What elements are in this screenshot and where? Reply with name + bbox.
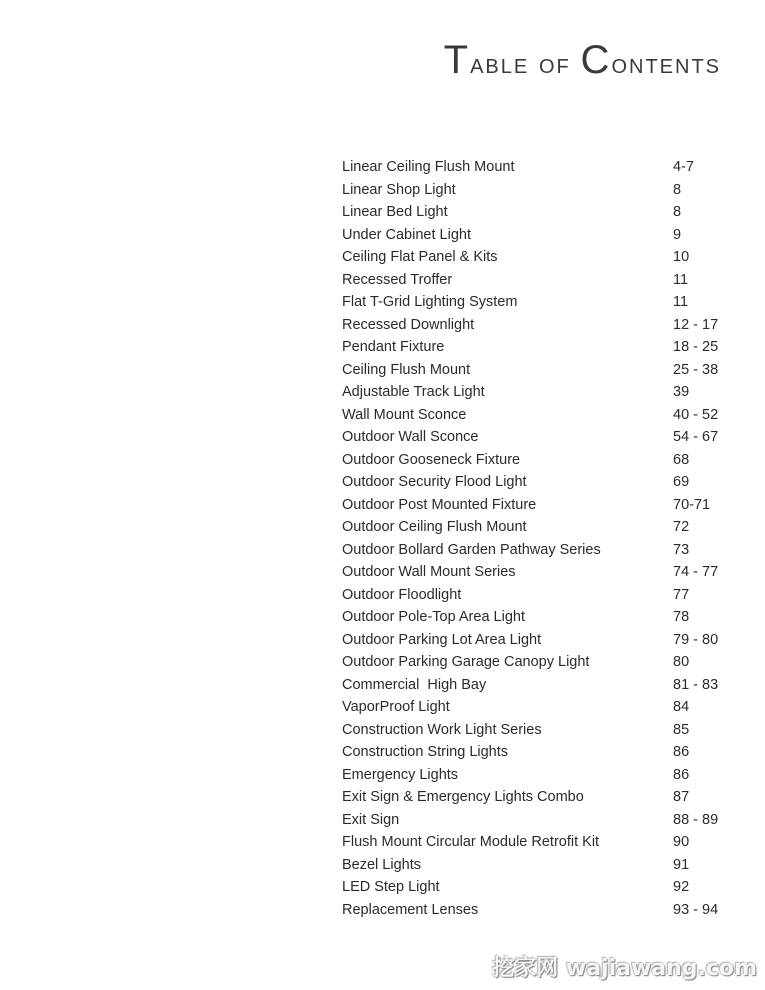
toc-entry-label: Outdoor Parking Garage Canopy Light [342, 654, 590, 670]
toc-entry[interactable] [342, 899, 732, 922]
toc-entry[interactable] [342, 854, 732, 877]
toc-entry-label: Linear Shop Light [342, 181, 456, 198]
toc-entry[interactable] [342, 291, 732, 314]
toc-entry[interactable] [342, 741, 732, 764]
toc-entry-page: 4-7 [673, 159, 694, 175]
toc-entry-label: Flush Mount Circular Module Retrofit Kit [342, 834, 600, 850]
toc-entry-page: 88 - 89 [673, 811, 719, 828]
toc-entry-label: Commercial High Bay [342, 676, 487, 693]
toc-entry-label: VaporProof Light [342, 699, 450, 715]
toc-entry-label: Outdoor Gooseneck Fixture [342, 451, 521, 468]
toc-entry-label: Pendant Fixture [342, 339, 445, 355]
title-part-able-of: able of [470, 48, 581, 79]
toc-entry-page: 86 [673, 766, 690, 783]
page-title [444, 38, 721, 83]
toc-entry[interactable] [342, 156, 732, 179]
toc-entry-page: 87 [673, 789, 690, 805]
toc-entry[interactable] [342, 539, 732, 562]
toc-entry[interactable] [342, 269, 732, 292]
toc-entry-page: 18 - 25 [673, 339, 719, 355]
toc-entry[interactable] [342, 606, 732, 629]
toc-entry[interactable] [342, 426, 732, 449]
toc-entry-label: Construction Work Light Series [342, 721, 542, 738]
toc-entry-page: 81 - 83 [673, 676, 719, 693]
toc-entry-label: Ceiling Flat Panel & Kits [342, 249, 498, 265]
toc-entry[interactable] [342, 359, 732, 382]
toc-entry-page: 11 [673, 294, 689, 310]
toc-entry-page: 40 - 52 [673, 406, 719, 423]
toc-entry[interactable] [342, 651, 732, 674]
toc-entry-label: Wall Mount Sconce [342, 406, 467, 423]
toc-entry-label: Outdoor Parking Lot Area Light [342, 631, 542, 648]
toc-entry-label: Outdoor Ceiling Flush Mount [342, 519, 527, 535]
toc-entry-page: 12 - 17 [673, 316, 719, 333]
toc-entry[interactable] [342, 471, 732, 494]
toc-entry[interactable] [342, 336, 732, 359]
toc-entry-label: Exit Sign & Emergency Lights Combo [342, 789, 584, 805]
toc-entry[interactable] [342, 584, 732, 607]
toc-entry-page: 39 [673, 384, 690, 400]
toc-entry[interactable] [342, 179, 732, 202]
toc-entry-page: 84 [673, 699, 690, 715]
toc-entry-page: 79 - 80 [673, 631, 719, 648]
toc-entry[interactable] [342, 764, 732, 787]
title-initial-t: T [443, 38, 471, 82]
toc-entry[interactable] [342, 561, 732, 584]
toc-entry-page: 77 [673, 586, 690, 603]
toc-entry-page: 9 [673, 226, 682, 243]
toc-entry-label: Outdoor Pole-Top Area Light [342, 609, 525, 625]
toc-entry[interactable] [342, 404, 732, 427]
watermark: 挖家网 wajiawang.com [492, 956, 757, 981]
toc-entry-label: Outdoor Floodlight [342, 586, 462, 603]
toc-entry-page: 25 - 38 [673, 361, 719, 378]
toc-entry[interactable] [342, 831, 732, 854]
toc-entry[interactable] [342, 696, 732, 719]
toc-entry-label: Construction String Lights [342, 744, 509, 760]
toc-entry-label: Outdoor Post Mounted Fixture [342, 496, 537, 513]
toc-entry-page: 69 [673, 474, 690, 490]
toc-entry[interactable] [342, 314, 732, 337]
toc-entry-page: 10 [673, 249, 690, 265]
toc-entry-page: 86 [673, 744, 690, 760]
toc-entry[interactable] [342, 246, 732, 269]
toc-entry-page: 8 [673, 181, 682, 198]
toc-entry[interactable] [342, 494, 732, 517]
table-of-contents-list [342, 156, 732, 921]
toc-entry-label: Bezel Lights [342, 856, 421, 873]
toc-entry-label: Outdoor Wall Mount Series [342, 564, 516, 580]
toc-entry-page: 91 [673, 856, 690, 873]
toc-entry-label: Outdoor Wall Sconce [342, 429, 479, 445]
toc-entry-label: Emergency Lights [342, 766, 459, 783]
toc-entry-page: 68 [673, 451, 690, 468]
toc-entry-label: Ceiling Flush Mount [342, 361, 471, 378]
toc-entry[interactable] [342, 381, 732, 404]
toc-entry-label: Under Cabinet Light [342, 226, 471, 243]
toc-entry[interactable] [342, 224, 732, 247]
toc-entry[interactable] [342, 629, 732, 652]
toc-entry-label: Linear Ceiling Flush Mount [342, 159, 515, 175]
toc-entry-page: 85 [673, 721, 690, 738]
toc-entry-label: Outdoor Bollard Garden Pathway Series [342, 541, 601, 558]
toc-entry-label: Recessed Downlight [342, 316, 475, 333]
toc-entry-page: 78 [673, 609, 690, 625]
toc-entry-label: Exit Sign [342, 811, 400, 828]
toc-entry-page: 11 [673, 271, 689, 288]
toc-entry[interactable] [342, 201, 732, 224]
toc-entry[interactable] [342, 786, 732, 809]
toc-entry-page: 70-71 [673, 496, 711, 513]
toc-entry-label: Linear Bed Light [342, 204, 448, 220]
toc-entry-page: 93 - 94 [673, 901, 719, 918]
toc-entry-label: Recessed Troffer [342, 271, 453, 288]
toc-entry[interactable] [342, 809, 732, 832]
toc-entry-page: 90 [673, 834, 690, 850]
toc-entry[interactable] [342, 876, 732, 899]
title-initial-c: C [580, 38, 612, 82]
toc-entry-label: Outdoor Security Flood Light [342, 474, 527, 490]
toc-entry-label: Adjustable Track Light [342, 384, 485, 400]
title-part-ontents: ontents [611, 48, 721, 79]
toc-entry[interactable] [342, 719, 732, 742]
toc-entry[interactable] [342, 449, 732, 472]
toc-entry[interactable] [342, 674, 732, 697]
toc-entry-page: 73 [673, 541, 690, 558]
toc-entry[interactable] [342, 516, 732, 539]
toc-entry-page: 72 [673, 519, 690, 535]
toc-entry-label: Replacement Lenses [342, 901, 479, 918]
toc-entry-page: 80 [673, 654, 690, 670]
toc-entry-page: 8 [673, 204, 682, 220]
toc-entry-label: LED Step Light [342, 879, 440, 895]
toc-entry-page: 54 - 67 [673, 429, 719, 445]
toc-entry-page: 74 - 77 [673, 564, 719, 580]
toc-entry-label: Flat T-Grid Lighting System [342, 294, 518, 310]
toc-entry-page: 92 [673, 879, 690, 895]
